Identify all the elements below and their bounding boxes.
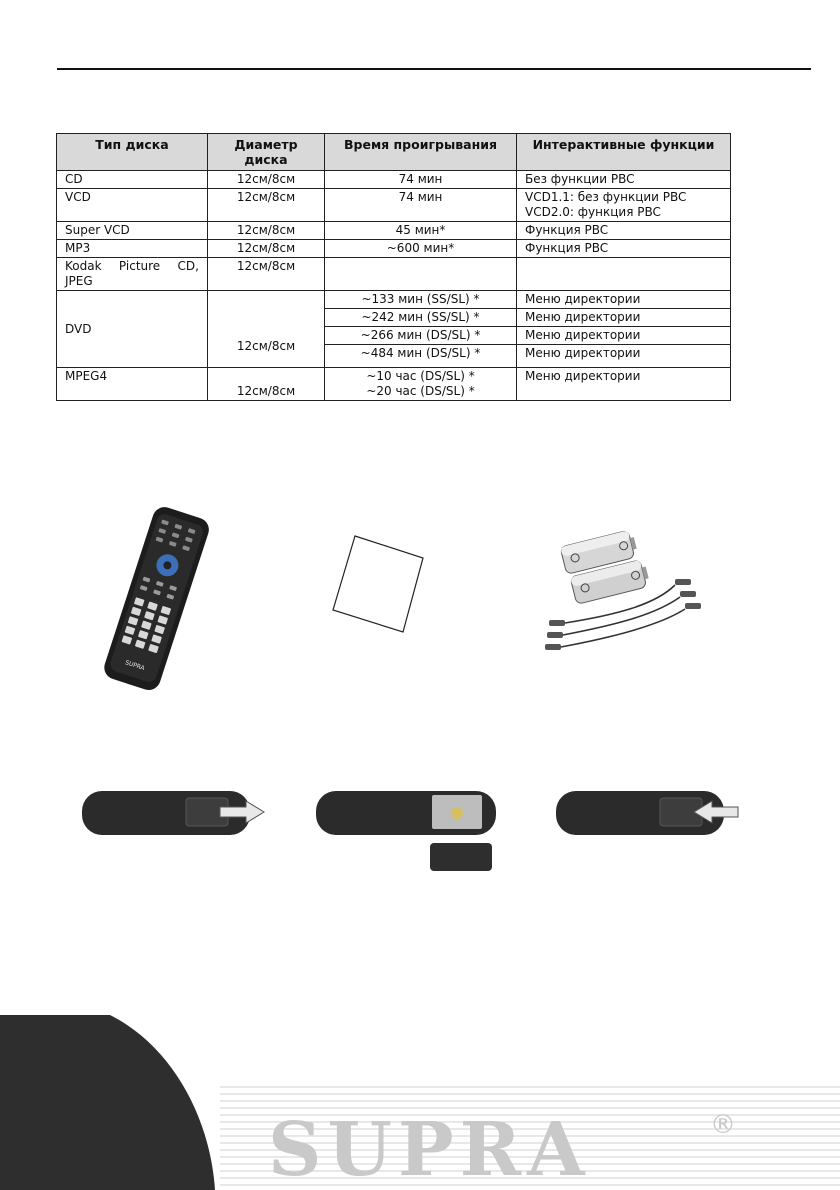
corner-decoration [0, 1015, 220, 1190]
cell-type: MP3 [57, 240, 208, 258]
function-line: VCD2.0: функция PBC [525, 205, 661, 219]
registered-mark: ® [710, 1110, 736, 1140]
cell-type: Kodak Picture CD, JPEG [57, 258, 208, 291]
booklet-sheet [333, 536, 423, 632]
cell-function: Без функции PBC [517, 171, 731, 189]
table-row [57, 240, 731, 258]
cell-diameter: 12см/8см [208, 368, 325, 401]
cell-time: ~133 мин (SS/SL) * [325, 291, 517, 309]
table-row [57, 291, 731, 309]
cell-function: Меню директории [517, 327, 731, 345]
table-header-row [57, 134, 731, 171]
table-row [57, 222, 731, 240]
brand-logo: SUPRA [268, 1107, 591, 1190]
remote-brand-label: SUPRA [124, 659, 146, 673]
cell-type: MPEG4 [57, 368, 208, 401]
batteries-and-cable-image [535, 525, 715, 665]
cell-time: ~600 мин* [325, 240, 517, 258]
cell-function [517, 189, 731, 222]
function-line: VCD1.1: без функции PBC [525, 190, 687, 204]
remote-back-step3-image [552, 785, 742, 845]
cell-function: Меню директории [517, 309, 731, 327]
cell-time: ~242 мин (SS/SL) * [325, 309, 517, 327]
cell-function: Функция PBC [517, 240, 731, 258]
battery-cover [430, 843, 492, 871]
cell-function: Меню директории [517, 368, 731, 401]
top-rule [57, 68, 811, 70]
cell-time [325, 258, 517, 291]
remote-control-image [80, 505, 230, 690]
header-disc-type: Тип диска [57, 134, 208, 171]
cell-type: DVD [57, 291, 208, 368]
cell-function: Меню директории [517, 291, 731, 309]
cell-function: Функция PBC [517, 222, 731, 240]
cell-diameter: 12см/8см [208, 222, 325, 240]
remote-back-step2-image [312, 785, 512, 877]
table-row [57, 258, 731, 291]
cell-time: ~266 мин (DS/SL) * [325, 327, 517, 345]
table-row [57, 171, 731, 189]
cell-time: 74 мин [325, 171, 517, 189]
cell-function [517, 258, 731, 291]
disc-types-table [56, 133, 731, 401]
cell-time [325, 368, 517, 401]
cell-time: 45 мин* [325, 222, 517, 240]
cell-time: ~484 мин (DS/SL) * [325, 345, 517, 368]
cell-diameter: 12см/8см [208, 189, 325, 222]
header-diameter: Диаметр диска [208, 134, 325, 171]
cell-diameter: 12см/8см [208, 258, 325, 291]
cell-function: Меню директории [517, 345, 731, 368]
cell-type: VCD [57, 189, 208, 222]
time-line: ~20 час (DS/SL) * [366, 384, 475, 398]
cell-type: Super VCD [57, 222, 208, 240]
cell-diameter: 12см/8см [208, 171, 325, 189]
remote-back-step1-image [78, 785, 268, 845]
cell-diameter: 12см/8см [208, 240, 325, 258]
table-row [57, 189, 731, 222]
header-play-time: Время проигрывания [325, 134, 517, 171]
manual-booklet-image [325, 530, 435, 640]
time-line: ~10 час (DS/SL) * [366, 369, 475, 383]
cell-time: 74 мин [325, 189, 517, 222]
header-interactive: Интерактивные функции [517, 134, 731, 171]
cell-diameter: 12см/8см [208, 291, 325, 368]
stripe-band-decoration [220, 1085, 840, 1190]
table-row [57, 368, 731, 401]
cell-type: CD [57, 171, 208, 189]
